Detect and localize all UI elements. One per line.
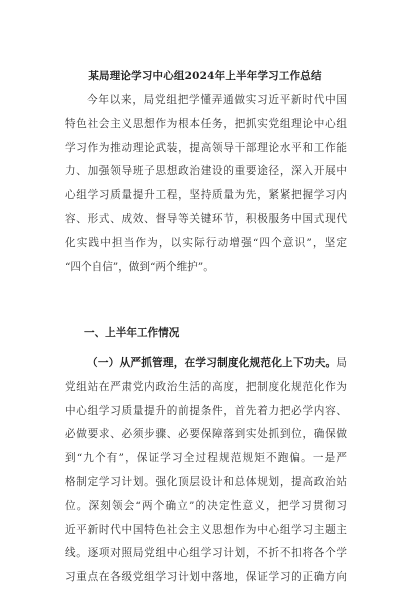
intro-line-6: 容、形式、成效、督导等关键环节，积极服务中国式现代 [65, 212, 347, 225]
intro-line-3: 学习作为推动理论武装，提高领导干部理论水平和工作能 [65, 141, 347, 154]
body-line-2: 中心组学习质量提升的前提条件，首先着力把必学内容、 [65, 404, 347, 417]
intro-line-4: 力、加强领导班子思想政治建设的重要途径，深入开展中 [65, 165, 347, 178]
body-line-6: 位。深刻领会“两个确立”的决定性意义，把学习贯彻习 [65, 499, 347, 512]
sub-heading-rest: 局 [336, 357, 347, 369]
body-line-5: 格制定学习计划。强化顶层设计和总体规划，提高政治站 [65, 475, 347, 488]
intro-line-2: 特色社会主义思想作为根本任务，把抓实党组理论中心组 [65, 117, 347, 130]
body-line-8: 线。逐项对照局党组中心组学习计划，不折不扣将各个学 [65, 547, 347, 560]
body-line-1: 党组站在严肃党内政治生活的高度，把制度化规范化作为 [65, 380, 347, 393]
section-paragraph [65, 352, 347, 590]
intro-line-7: 化实践中担当作为，以实际行动增强“四个意识”，坚定 [65, 236, 347, 249]
body-line-4: 到“九个有”，保证学习全过程规范规矩不跑偏。一是严 [65, 452, 347, 465]
intro-line-1: 今年以来，局党组把学懂弄通做实习近平新时代中国 [87, 94, 347, 106]
body-line-7: 近平新时代中国特色社会主义思想作为中心组学习主题主 [65, 523, 347, 536]
body-line-9: 习重点在各级党组学习计划中落地，保证学习的正确方向 [65, 571, 347, 584]
body-line-3: 必做要求、必须步骤、必要保障落到实处抓到位，确保做 [65, 428, 347, 441]
intro-paragraph [65, 89, 347, 279]
intro-line-5: 心组学习质量提升工程，坚持质量为先，紧紧把握学习内 [65, 189, 347, 202]
intro-line-8: “四个自信”，做到“两个维护”。 [65, 260, 214, 273]
document-title: 某局理论学习中心组2024年上半年学习工作总结 [88, 70, 322, 82]
sub-heading-line [65, 352, 347, 376]
section-heading: 一、上半年工作情况 [84, 327, 180, 339]
sub-heading-bold: （一）从严抓管理，在学习制度化规范化上下功夫。 [87, 357, 337, 369]
